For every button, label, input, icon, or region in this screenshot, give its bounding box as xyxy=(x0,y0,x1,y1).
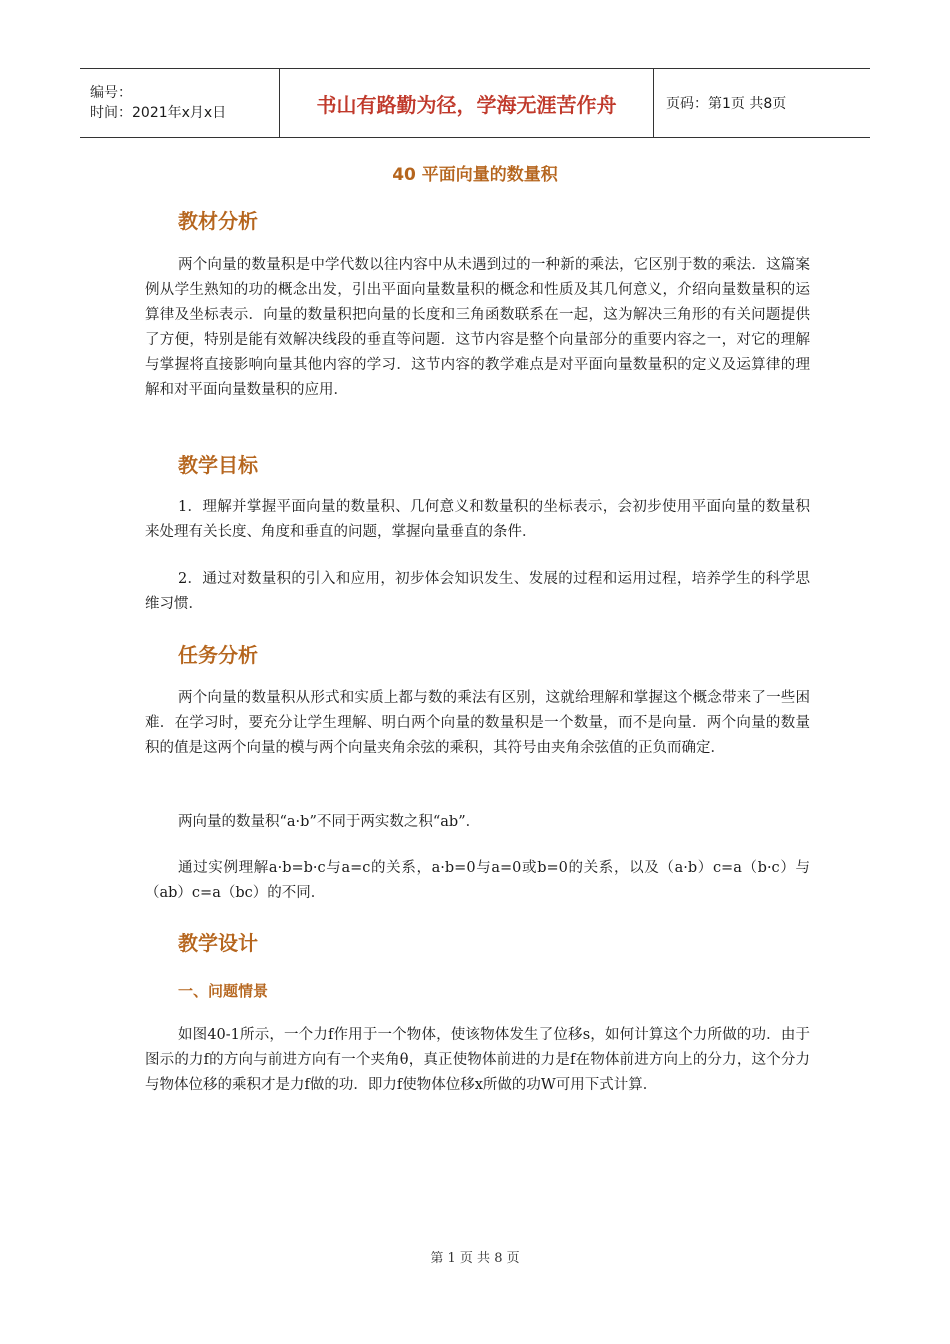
design-paragraph-1: 如图40-1所示，一个力f作用于一个物体，使该物体发生了位移s，如何计算这个力所做的功．由于图示的力f的方向与前进方向有一个夹角θ，真正使物体前进的力是f在物体前进方向上的分力，这个分力与物体位移的乘积才是力f做的功．即力f使物体位移x所做的功W可用下式计算． xyxy=(145,1027,810,1093)
subheading-problem: 一、问题情景 xyxy=(178,982,269,1000)
heading-goals: 教学目标 xyxy=(178,453,258,477)
header-meta xyxy=(80,69,280,137)
task-paragraph-3: 通过实例理解a·b=b·c与a=c的关系，a·b=0与a=0或b=0的关系，以及（a·b）c=a（b·c）与（ab）c=a（bc）的不同． xyxy=(145,860,810,901)
heading-task: 任务分析 xyxy=(178,643,258,667)
document-title: 40 平面向量的数量积 xyxy=(392,165,558,185)
number-label: 编号： xyxy=(90,85,132,101)
motto: 书山有路勤为径，学海无涯苦作舟 xyxy=(280,69,654,137)
page-footer: 第 1 页 共 8 页 xyxy=(430,1251,520,1266)
goals-paragraph-1: 1．理解并掌握平面向量的数量积、几何意义和数量积的坐标表示，会初步使用平面向量的数量积来处理有关长度、角度和垂直的问题，掌握向量垂直的条件． xyxy=(145,499,810,540)
analysis-paragraph: 两个向量的数量积是中学代数以往内容中从未遇到过的一种新的乘法，它区别于数的乘法．这篇案例从学生熟知的功的概念出发，引出平面向量数量积的概念和性质及其几何意义，介绍向量数量积的运算律及坐标表示．向量的数量积把向量的长度和三角函数联系在一起，这为解决三角形的有关问题提供了方便，特别是能有效解决线段的垂直等问题．这节内容是整个向量部分的重要内容之一，对它的理解与掌握将直接影响向量其他内容的学习．这节内容的教学难点是对平面向量数量积的定义及运算律的理解和对平面向量数量积的应用． xyxy=(145,257,810,398)
task-paragraph-1: 两个向量的数量积从形式和实质上都与数的乘法有区别，这就给理解和掌握这个概念带来了一些困难．在学习时，要充分让学生理解、明白两个向量的数量积是一个数量，而不是向量．两个向量的数量积的值是这两个向量的模与两个向量夹角余弦的乘积，其符号由夹角余弦值的正负而确定． xyxy=(145,690,810,756)
goals-paragraph-2: 2．通过对数量积的引入和应用，初步体会知识发生、发展的过程和运用过程，培养学生的科学思维习惯． xyxy=(145,571,810,612)
page-header xyxy=(80,68,870,138)
task-paragraph-2: 两向量的数量积“a·b”不同于两实数之积“ab”． xyxy=(178,814,481,830)
time-label: 时间：2021年x月x日 xyxy=(90,105,227,121)
heading-analysis: 教材分析 xyxy=(178,209,258,233)
page-code: 页码：第1页 共8页 xyxy=(666,96,787,112)
heading-design: 教学设计 xyxy=(178,931,258,955)
